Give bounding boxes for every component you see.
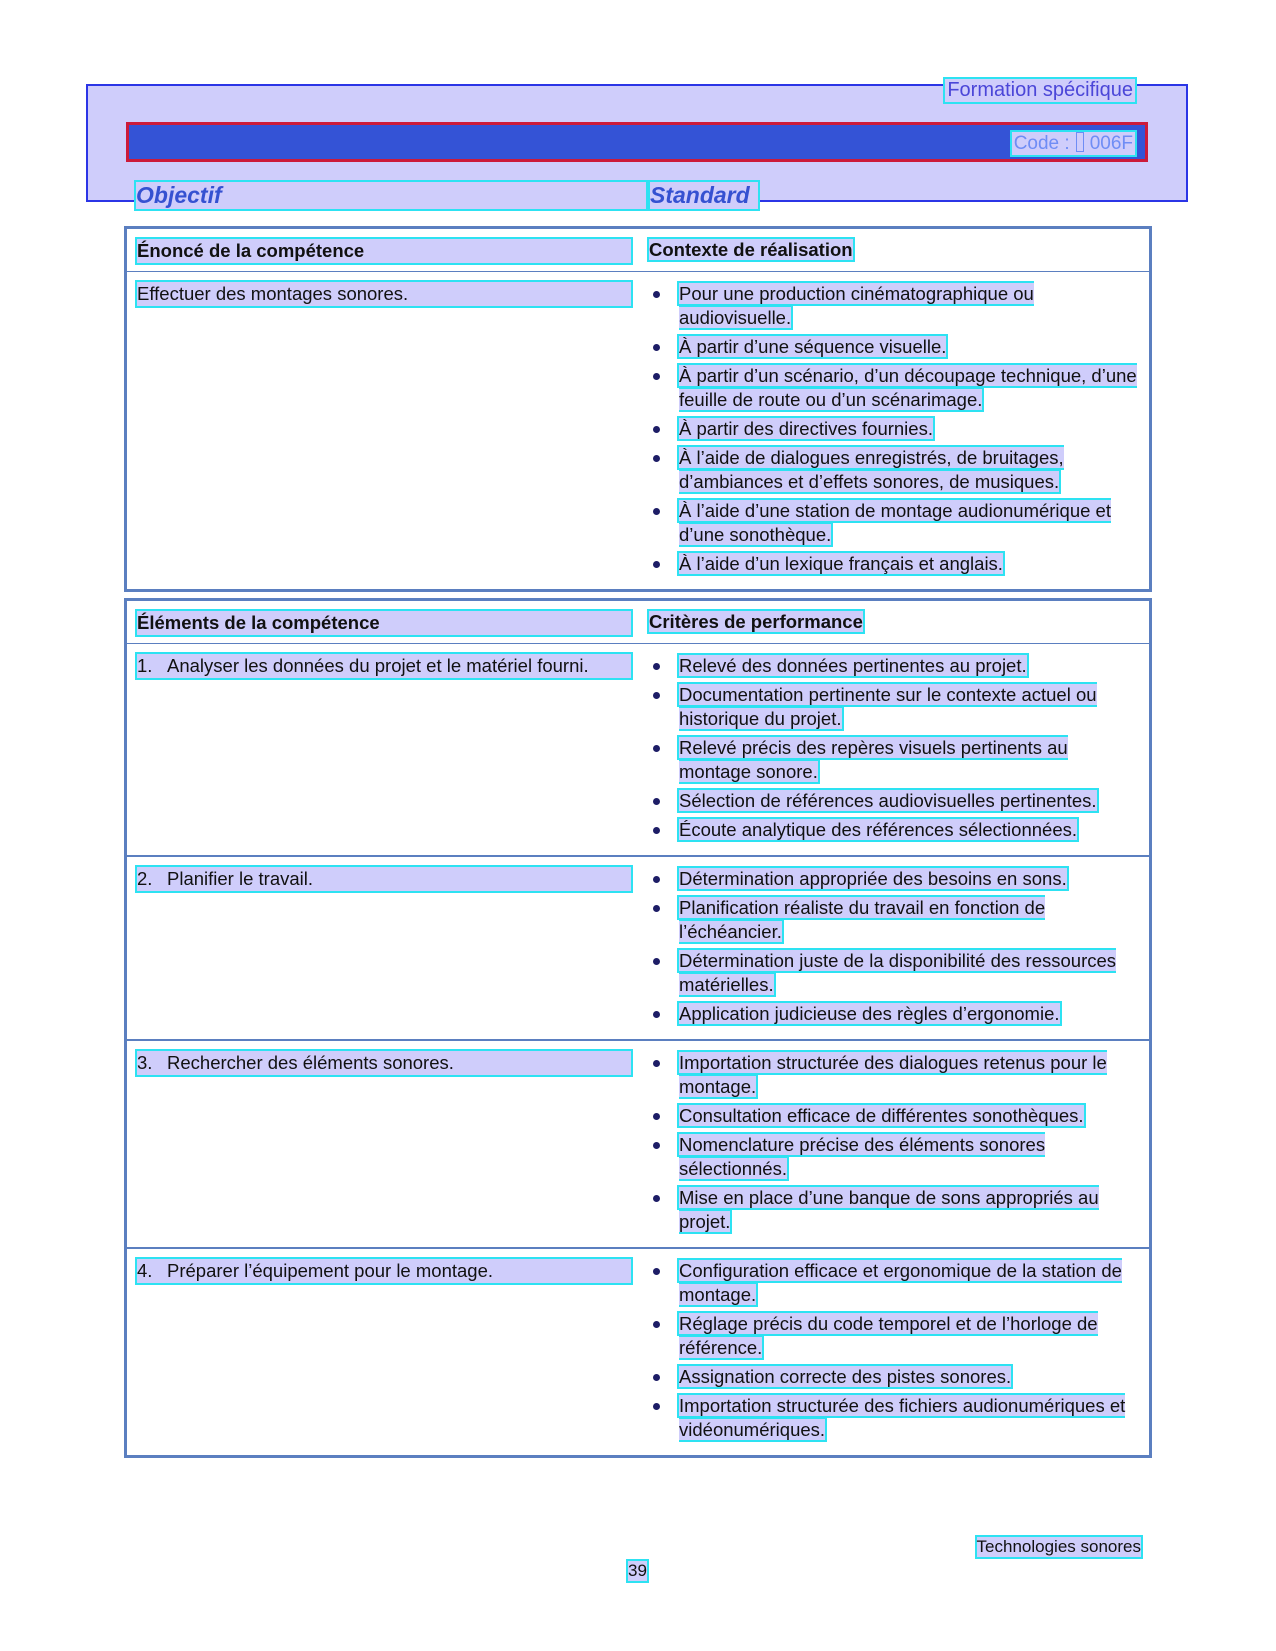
list-item [649,789,1139,813]
list-item [649,949,1139,997]
list-item [649,446,1139,494]
criteres-list [649,867,1139,1026]
bullet-icon [653,561,660,568]
list-item [649,654,1139,678]
table-row [126,856,1151,1040]
element-item [137,867,631,891]
list-item [649,364,1139,412]
contexte-cell [649,272,1151,591]
criteres-cell [649,1248,1151,1457]
criteres-list [649,654,1139,842]
bullet-icon [653,827,660,834]
bullet-icon [653,1374,660,1381]
list-item [649,867,1139,891]
bullet-icon [653,291,660,298]
bullet-icon [653,1011,660,1018]
element-number: 1. [137,655,153,676]
criteres-cell [649,856,1151,1040]
element-item [137,654,631,678]
code-text: Code : [1013,133,1070,154]
list-item-text: Détermination juste de la disponibilité des ressources matérielles. [679,950,1117,995]
bullet-icon [653,745,660,752]
table-header-row [126,600,1151,644]
bullet-icon [653,1060,660,1067]
criteres-header-cell [649,600,1151,644]
bullet-icon [653,798,660,805]
bullet-icon [653,373,660,380]
list-item-text: Documentation pertinente sur le contexte actuel ou historique du projet. [679,684,1097,729]
list-item [649,1312,1139,1360]
element-text: Préparer l’équipement pour le montage. [167,1260,493,1281]
code-separator [1076,132,1084,152]
elements-table [124,598,1152,1458]
bullet-icon [653,1268,660,1275]
objectif-label: Objectif [136,182,646,209]
element-item [137,1259,631,1283]
list-item-text: À partir d’un scénario, d’un découpage technique, d’une feuille de route ou d’un scénarimage. [679,365,1137,410]
criteres-header: Critères de performance [649,611,863,632]
bullet-icon [653,508,660,515]
element-number: 4. [137,1260,153,1281]
table-row [126,644,1151,857]
bullet-icon [653,905,660,912]
element-cell [126,644,650,857]
contexte-header: Contexte de réalisation [649,239,853,260]
list-item [649,417,1139,441]
list-item-text: Pour une production cinématographique ou audiovisuelle. [679,283,1034,328]
element-cell [126,1248,650,1457]
list-item [649,896,1139,944]
list-item-text: Relevé des données pertinentes au projet. [679,655,1027,676]
footer-title: Technologies sonores [976,1537,1141,1556]
list-item-text: Planification réaliste du travail en fonction de l’échéancier. [679,897,1046,942]
elements-header-cell [126,600,650,644]
enonce-text: Effectuer des montages sonores. [137,282,631,306]
bullet-icon [653,1195,660,1202]
list-item [649,282,1139,330]
bullet-icon [653,426,660,433]
list-item [649,1394,1139,1442]
bullet-icon [653,344,660,351]
list-item [649,552,1139,576]
table-header-row [126,228,1151,272]
contexte-header-cell [649,228,1151,272]
competence-table [124,226,1152,592]
elements-header: Éléments de la compétence [137,611,631,635]
list-item-text: Configuration efficace et ergonomique de la station de montage. [679,1260,1122,1305]
list-item-text: À partir d’une séquence visuelle. [679,336,947,357]
list-item [649,1259,1139,1307]
list-item-text: Importation structurée des dialogues retenus pour le montage. [679,1052,1107,1097]
list-item-text: À l’aide d’un lexique français et anglais. [679,553,1003,574]
element-number: 3. [137,1052,153,1073]
list-item-text: À partir des directives fournies. [679,418,933,439]
list-item [649,1051,1139,1099]
list-item [649,818,1139,842]
element-text: Rechercher des éléments sonores. [167,1052,454,1073]
list-item [649,1133,1139,1181]
list-item-text: Nomenclature précise des éléments sonores sélectionnés. [679,1134,1046,1179]
bullet-icon [653,692,660,699]
criteres-cell [649,644,1151,857]
table-row [126,1248,1151,1457]
element-cell [126,1040,650,1248]
list-item [649,1365,1139,1389]
list-item [649,1002,1139,1026]
code-bar [126,122,1148,162]
criteres-cell [649,1040,1151,1248]
code-label [1012,132,1135,155]
page-number: 39 [628,1561,647,1580]
list-item [649,1186,1139,1234]
bullet-icon [653,1142,660,1149]
table-row [126,272,1151,591]
code-value: 006F [1089,133,1133,154]
list-item-text: Relevé précis des repères visuels pertinents au montage sonore. [679,737,1068,782]
list-item-text: À l’aide de dialogues enregistrés, de bruitages, d’ambiances et d’effets sonores, de musiques. [679,447,1064,492]
enonce-header-cell [126,228,650,272]
enonce-cell [126,272,650,591]
list-item-text: Assignation correcte des pistes sonores. [679,1366,1012,1387]
list-item-text: À l’aide d’une station de montage audionumérique et d’une sonothèque. [679,500,1111,545]
standard-label: Standard [650,182,758,209]
header-panel [86,79,1188,208]
bullet-icon [653,1321,660,1328]
list-item-text: Détermination appropriée des besoins en sons. [679,868,1067,889]
formation-label: Formation spécifique [947,79,1133,101]
element-text: Analyser les données du projet et le matériel fourni. [167,655,589,676]
list-item-text: Application judicieuse des règles d’ergonomie. [679,1003,1060,1024]
bullet-icon [653,876,660,883]
list-item [649,1104,1139,1128]
element-cell [126,856,650,1040]
list-item [649,499,1139,547]
bullet-icon [653,1113,660,1120]
bullet-icon [653,1403,660,1410]
list-item-text: Mise en place d’une banque de sons appropriés au projet. [679,1187,1099,1232]
list-item [649,683,1139,731]
list-item-text: Écoute analytique des références sélectionnées. [679,819,1078,840]
list-item [649,736,1139,784]
element-item [137,1051,631,1075]
list-item [649,335,1139,359]
bullet-icon [653,663,660,670]
contexte-list [649,282,1139,576]
enonce-header: Énoncé de la compétence [137,239,631,263]
element-number: 2. [137,868,153,889]
table-row [126,1040,1151,1248]
list-item-text: Sélection de références audiovisuelles pertinentes. [679,790,1097,811]
criteres-list [649,1051,1139,1234]
list-item-text: Réglage précis du code temporel et de l’horloge de référence. [679,1313,1098,1358]
list-item-text: Importation structurée des fichiers audionumériques et vidéonumériques. [679,1395,1126,1440]
bullet-icon [653,455,660,462]
criteres-list [649,1259,1139,1442]
element-text: Planifier le travail. [167,868,314,889]
list-item-text: Consultation efficace de différentes sonothèques. [679,1105,1084,1126]
bullet-icon [653,958,660,965]
